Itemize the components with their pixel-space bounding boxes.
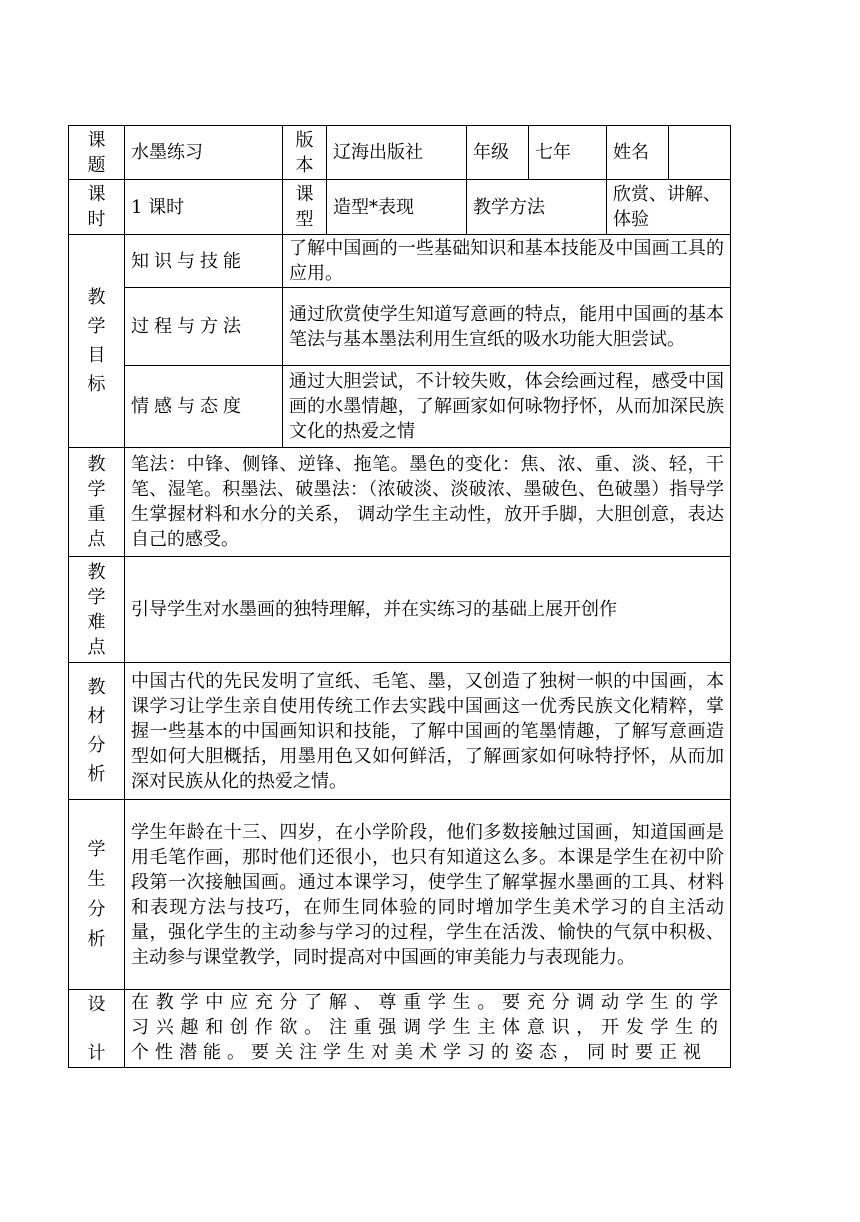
name-label: 姓名 [607,126,669,180]
grade-value: 七年 [529,126,607,180]
knowledge-label: 知识与技能 [125,235,283,288]
row-material [69,663,731,800]
name-value [669,126,731,180]
key-points-label: 教学重点 [69,448,125,557]
design-label [69,990,125,1068]
row-design [69,990,731,1068]
lesson-plan [68,125,730,1068]
lesson-plan-table [68,125,731,1068]
hours-label: 课时 [69,180,125,235]
row-objective-knowledge [69,235,731,288]
material-text: 中国古代的先民发明了宣纸、毛笔、墨，又创造了独树一帜的中国画，本课学习让学生亲自使用传统工作去实践中国画这一优秀民族文化精粹，掌握一些基本的中国画知识和技能，了解中国画的笔墨情趣，了解写意画造型如何大胆概括，用墨用色又如何鲜活，了解画家如何咏特抒怀，从而加深对民族从化的热爱之情。 [125,663,731,800]
students-label: 学生分析 [69,800,125,990]
topic-value: 水墨练习 [125,126,283,180]
row-key-points [69,448,731,557]
method-value: 欣赏、讲解、体验 [607,180,731,235]
emotion-label: 情感与态度 [125,366,283,448]
difficulties-text: 引导学生对水墨画的独特理解，并在实练习的基础上展开创作 [125,557,731,663]
objectives-label: 教学目标 [69,235,125,448]
hours-value: 1 课时 [125,180,283,235]
design-text: 在教学中应充分了解、尊重学生。要充分调动学生的学习兴趣和创作欲。注重强调学生主体意识，开发学生的个性潜能。要关注学生对美术学习的姿态，同时要正视 [125,990,731,1068]
row-hours [69,180,731,235]
students-text: 学生年龄在十三、四岁，在小学阶段，他们多数接触过国画，知道国画是用毛笔作画，那时他们还很小，也只有知道这么多。本课是学生在初中阶段第一次接触国画。通过本课学习，使学生了解掌握水墨画的工具、材料和表现方法与技巧，在师生同体验的同时增加学生美术学习的自主活动量，强化学生的主动参与学习的过程，学生在活泼、愉快的气氛中积极、主动参与课堂教学，同时提高对中国画的审美能力与表现能力。 [125,800,731,990]
row-objective-emotion [69,366,731,448]
process-label: 过程与方法 [125,288,283,366]
row-objective-process [69,288,731,366]
edition-value: 辽海出版社 [327,126,467,180]
row-topic [69,126,731,180]
method-label: 教学方法 [467,180,607,235]
row-students [69,800,731,990]
difficulties-label: 教学难点 [69,557,125,663]
knowledge-text: 了解中国画的一些基础知识和基本技能及中国画工具的应用。 [283,235,731,288]
row-difficulties [69,557,731,663]
design-label-2: 计 [87,1043,106,1064]
topic-label: 课题 [69,126,125,180]
process-text: 通过欣赏使学生知道写意画的特点，能用中国画的基本笔法与基本墨法利用生宣纸的吸水功能大胆尝试。 [283,288,731,366]
key-points-text: 笔法：中锋、侧锋、逆锋、拖笔。墨色的变化：焦、浓、重、淡、轻，干笔、湿笔。积墨法、破墨法：（浓破淡、淡破浓、墨破色、色破墨）指导学生掌握材料和水分的关系， 调动学生主动性，放开手脚，大胆创意，表达自己的感受。 [125,448,731,557]
emotion-text: 通过大胆尝试，不计较失败，体会绘画过程，感受中国画的水墨情趣，了解画家如何咏物抒怀，从而加深民族文化的热爱之情 [283,366,731,448]
type-value: 造型*表现 [327,180,467,235]
edition-label: 版本 [283,126,327,180]
type-label: 课型 [283,180,327,235]
material-label: 教材分析 [69,663,125,800]
design-label-1: 设 [87,994,106,1015]
grade-label: 年级 [467,126,529,180]
